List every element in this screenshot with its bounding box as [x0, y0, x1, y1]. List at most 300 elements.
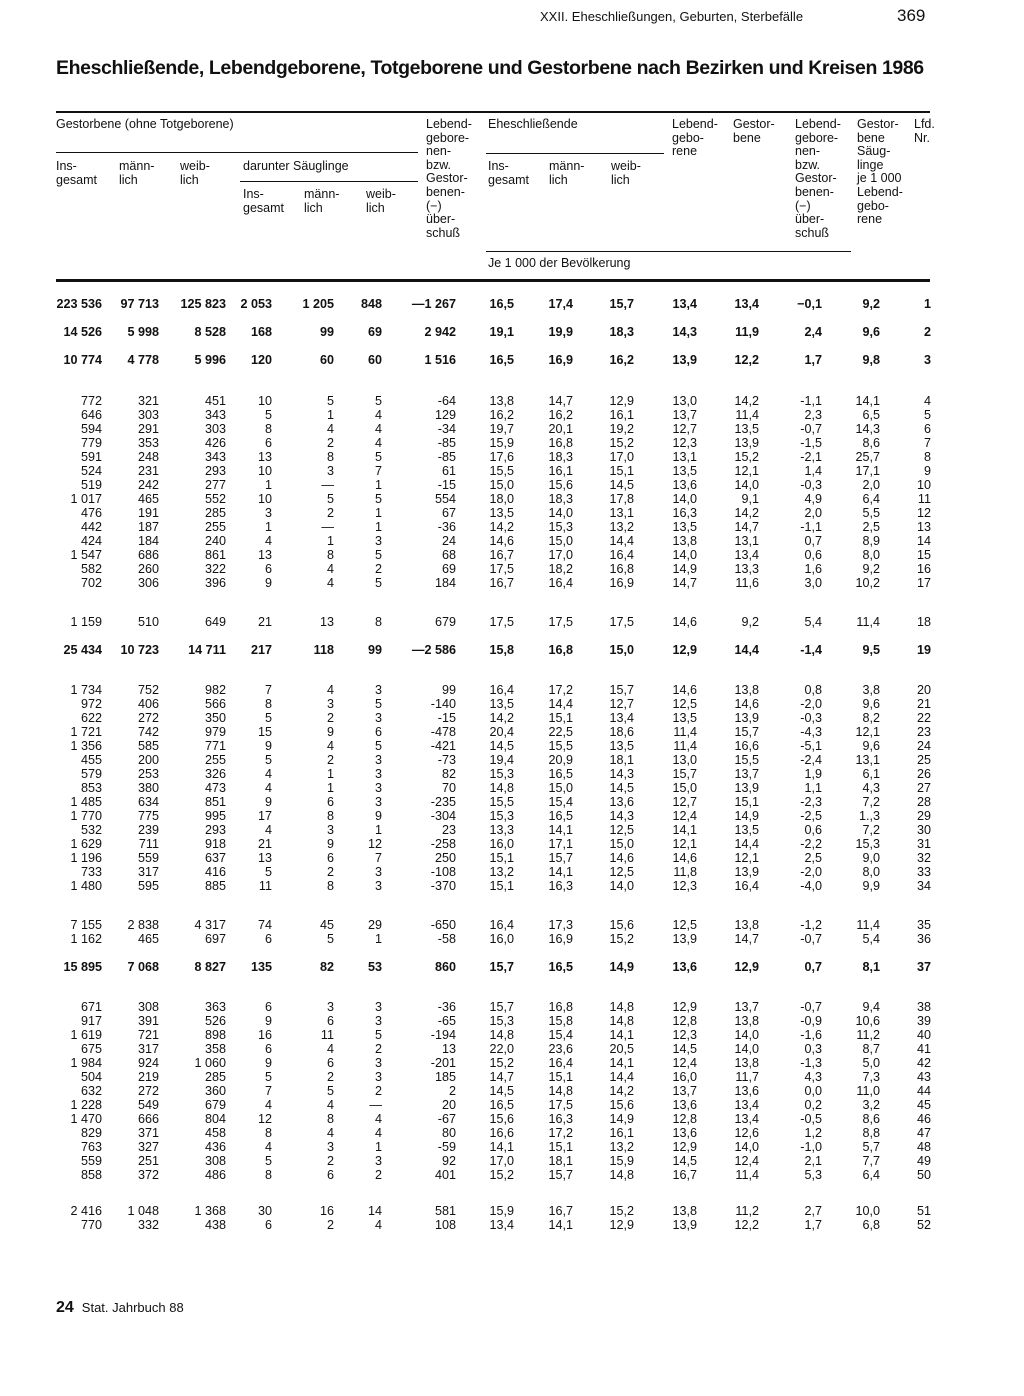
table-cell: 16,8: [609, 562, 634, 576]
row-number: 48: [916, 1140, 931, 1154]
header-gestorbene: Gestorbene (ohne Totgeborene): [56, 117, 234, 131]
table-cell: 15,3: [489, 809, 514, 823]
table-cell: 12,1: [855, 725, 880, 739]
table-cell: 22,5: [548, 725, 573, 739]
table-cell: 0,6: [804, 823, 822, 837]
table-cell: 11,6: [735, 576, 759, 590]
table-cell: -1,0: [800, 1140, 822, 1154]
table-cell: -201: [430, 1056, 456, 1070]
table-cell: 15,1: [734, 795, 759, 809]
table-cell: 15,7: [734, 725, 759, 739]
table-cell: 15,9: [489, 436, 514, 450]
table-cell: -140: [430, 697, 456, 711]
row-number: 37: [916, 960, 931, 974]
table-cell: 14,8: [489, 781, 514, 795]
table-cell: 10,0: [855, 1204, 880, 1218]
row-number: 14: [916, 534, 931, 548]
table-cell: 13,6: [672, 960, 697, 974]
table-cell: 15,7: [609, 297, 634, 311]
table-cell: 19,2: [609, 422, 634, 436]
table-cell: 16,5: [489, 297, 514, 311]
table-cell: 9,9: [862, 879, 880, 893]
table-cell: 7 155: [70, 918, 102, 932]
eheschl-rule: [486, 153, 664, 154]
table-cell: —2 586: [411, 643, 456, 657]
table-cell: 9: [374, 809, 382, 823]
table-cell: 13,7: [672, 408, 697, 422]
header-e-maennlich: männ- lich: [549, 159, 585, 187]
table-cell: 1 368: [194, 1204, 226, 1218]
table-cell: 1 734: [70, 683, 102, 697]
table-cell: 11: [320, 1028, 334, 1042]
table-cell: 13: [257, 851, 272, 865]
header-bottom-rule: [56, 279, 930, 282]
table-cell: 184: [434, 576, 456, 590]
table-cell: -258: [430, 837, 456, 851]
table-cell: 8: [264, 422, 272, 436]
table-cell: 0,6: [804, 548, 822, 562]
table-cell: 16,8: [548, 1000, 573, 1014]
table-cell: 10 723: [120, 643, 159, 657]
table-cell: 4: [374, 1112, 382, 1126]
table-cell: 1,7: [804, 1218, 822, 1232]
table-cell: 372: [137, 1168, 159, 1182]
table-cell: 14,8: [548, 1084, 573, 1098]
table-cell: 1 228: [70, 1098, 102, 1112]
row-number: 23: [916, 725, 931, 739]
table-cell: 82: [441, 767, 456, 781]
table-cell: -370: [430, 879, 456, 893]
table-cell: 8,2: [862, 711, 880, 725]
table-cell: 5: [374, 576, 382, 590]
table-cell: 10,6: [855, 1014, 880, 1028]
table-cell: 13,5: [489, 506, 514, 520]
table-cell: 11,2: [735, 1204, 759, 1218]
table-cell: 14,0: [672, 548, 697, 562]
table-cell: 3,2: [862, 1098, 880, 1112]
table-cell: —: [321, 520, 334, 534]
table-cell: 13,1: [672, 450, 697, 464]
table-cell: 15,3: [855, 837, 880, 851]
table-cell: 363: [204, 1000, 226, 1014]
row-number: 32: [916, 851, 931, 865]
table-cell: 11,2: [856, 1028, 880, 1042]
table-cell: 14,3: [609, 809, 634, 823]
row-number: 2: [923, 325, 931, 339]
table-cell: 17: [257, 809, 272, 823]
table-cell: 5,4: [862, 932, 880, 946]
row-number: 27: [916, 781, 931, 795]
table-cell: 5: [264, 711, 272, 725]
table-cell: 549: [137, 1098, 159, 1112]
table-cell: 13,7: [734, 1000, 759, 1014]
table-cell: 436: [204, 1140, 226, 1154]
table-cell: 53: [367, 960, 382, 974]
table-cell: 99: [367, 643, 382, 657]
table-cell: 14,6: [672, 615, 697, 629]
table-cell: 13,9: [734, 711, 759, 725]
table-cell: 16,4: [734, 879, 759, 893]
table-cell: 982: [204, 683, 226, 697]
table-cell: 17,2: [548, 683, 573, 697]
table-cell: 253: [137, 767, 159, 781]
table-cell: 4: [264, 1140, 272, 1154]
table-cell: 13,5: [672, 711, 697, 725]
table-cell: 250: [434, 851, 456, 865]
table-cell: 69: [441, 562, 456, 576]
table-cell: 21: [257, 615, 272, 629]
table-cell: 14,2: [609, 1084, 634, 1098]
table-cell: 858: [80, 1168, 102, 1182]
table-cell: -2,4: [800, 753, 822, 767]
table-cell: 248: [137, 450, 159, 464]
table-cell: 21: [257, 837, 272, 851]
row-number: 52: [916, 1218, 931, 1232]
table-cell: 1 984: [70, 1056, 102, 1070]
table-cell: 14,5: [489, 1084, 514, 1098]
header-lfd-nr: Lfd. Nr.: [914, 117, 935, 145]
table-cell: 6: [264, 436, 272, 450]
table-cell: 9: [264, 576, 272, 590]
table-cell: 1: [374, 932, 382, 946]
table-cell: 2,1: [804, 1154, 822, 1168]
table-cell: 11,4: [856, 615, 880, 629]
table-cell: 6: [326, 851, 334, 865]
table-cell: 898: [204, 1028, 226, 1042]
table-cell: —1 267: [411, 297, 456, 311]
table-cell: 16: [319, 1204, 334, 1218]
table-cell: 17,0: [609, 450, 634, 464]
table-cell: 15,2: [609, 436, 634, 450]
table-cell: 6,1: [862, 767, 880, 781]
table-cell: 14,7: [734, 932, 759, 946]
table-cell: 1,7: [804, 353, 822, 367]
table-cell: 272: [137, 711, 159, 725]
table-cell: 637: [204, 851, 226, 865]
table-cell: 3: [374, 1154, 382, 1168]
table-cell: 15,7: [548, 851, 573, 865]
table-cell: 3: [326, 464, 334, 478]
table-cell: 579: [80, 767, 102, 781]
running-head: XXII. Eheschließungen, Geburten, Sterbefälle: [540, 9, 804, 24]
row-number: 33: [916, 865, 931, 879]
table-cell: 4,3: [804, 1070, 822, 1084]
row-number: 50: [916, 1168, 931, 1182]
table-cell: 10 774: [63, 353, 102, 367]
table-cell: 29: [367, 918, 382, 932]
table-cell: 5: [264, 1070, 272, 1084]
table-cell: 15,1: [609, 464, 634, 478]
table-cell: 5,7: [862, 1140, 880, 1154]
table-cell: 11,4: [673, 739, 697, 753]
table-cell: 8: [326, 879, 334, 893]
table-cell: 16,7: [489, 576, 514, 590]
header-maennlich: männ- lich: [119, 159, 155, 187]
table-cell: 6: [326, 1014, 334, 1028]
table-cell: 4 317: [194, 918, 226, 932]
table-cell: 829: [80, 1126, 102, 1140]
table-cell: 12,7: [672, 795, 697, 809]
table-cell: 13,4: [489, 1218, 514, 1232]
table-cell: 12,4: [734, 1154, 759, 1168]
table-cell: 223 536: [56, 297, 102, 311]
table-cell: 853: [80, 781, 102, 795]
table-cell: 285: [204, 506, 226, 520]
table-cell: 8,1: [862, 960, 880, 974]
row-number: 43: [916, 1070, 931, 1084]
table-cell: 11,4: [673, 725, 697, 739]
table-cell: 15,4: [548, 1028, 573, 1042]
table-cell: 12,5: [672, 918, 697, 932]
table-cell: 649: [204, 615, 226, 629]
row-number: 24: [916, 739, 931, 753]
table-cell: 581: [434, 1204, 456, 1218]
table-cell: 5: [326, 394, 334, 408]
row-number: 15: [916, 548, 931, 562]
table-cell: 8: [264, 697, 272, 711]
table-cell: 14,1: [548, 1218, 573, 1232]
table-cell: 15,0: [548, 781, 573, 795]
table-cell: 679: [204, 1098, 226, 1112]
table-cell: 3,0: [804, 576, 822, 590]
table-cell: 524: [80, 464, 102, 478]
table-cell: 733: [80, 865, 102, 879]
table-cell: 16,4: [489, 683, 514, 697]
table-cell: 13,4: [734, 548, 759, 562]
table-cell: 61: [441, 464, 456, 478]
row-number: 44: [916, 1084, 931, 1098]
table-cell: 2: [326, 1070, 334, 1084]
table-cell: 16,8: [548, 436, 573, 450]
table-cell: 5 996: [194, 353, 226, 367]
table-cell: 4 778: [127, 353, 159, 367]
table-cell: 217: [250, 643, 272, 657]
table-cell: 1: [264, 520, 272, 534]
row-number: 42: [916, 1056, 931, 1070]
table-cell: 12,9: [672, 1000, 697, 1014]
row-number: 8: [923, 450, 931, 464]
table-cell: 14,7: [672, 576, 697, 590]
table-cell: 1 356: [70, 739, 102, 753]
table-cell: 711: [138, 837, 159, 851]
table-cell: 15,0: [609, 837, 634, 851]
table-cell: 19,4: [489, 753, 514, 767]
table-cell: 240: [204, 534, 226, 548]
table-cell: 12,5: [609, 865, 634, 879]
table-cell: 455: [80, 753, 102, 767]
table-cell: 12,9: [609, 394, 634, 408]
table-cell: 13,1: [855, 753, 880, 767]
table-cell: 15,2: [609, 1204, 634, 1218]
row-number: 39: [916, 1014, 931, 1028]
table-cell: 15,6: [489, 1112, 514, 1126]
table-cell: 306: [137, 576, 159, 590]
table-cell: 16,4: [489, 918, 514, 932]
table-cell: 14,3: [609, 767, 634, 781]
table-cell: -15: [437, 478, 456, 492]
row-number: 38: [916, 1000, 931, 1014]
table-cell: 8 528: [194, 325, 226, 339]
table-cell: 16,9: [548, 353, 573, 367]
table-cell: 6,5: [862, 408, 880, 422]
table-cell: 702: [80, 576, 102, 590]
table-cell: -67: [437, 1112, 456, 1126]
row-number: 41: [916, 1042, 931, 1056]
table-cell: 532: [80, 823, 102, 837]
table-cell: 13,6: [734, 1084, 759, 1098]
table-cell: 15,3: [489, 1014, 514, 1028]
table-cell: 11,7: [735, 1070, 759, 1084]
table-cell: 15,1: [548, 1140, 573, 1154]
table-cell: 9,8: [862, 353, 880, 367]
table-cell: 14,8: [489, 1028, 514, 1042]
row-number: 12: [916, 506, 931, 520]
table-cell: 14,4: [734, 643, 759, 657]
table-cell: 45: [319, 918, 334, 932]
table-cell: 559: [137, 851, 159, 865]
table-cell: 679: [434, 615, 456, 629]
table-cell: 13,0: [672, 394, 697, 408]
table-cell: 13,6: [672, 478, 697, 492]
table-cell: -304: [430, 809, 456, 823]
table-cell: 16,7: [489, 548, 514, 562]
table-cell: 510: [137, 615, 159, 629]
row-number: 1: [923, 297, 931, 311]
table-cell: -34: [437, 422, 456, 436]
table-cell: -1,1: [800, 394, 822, 408]
table-cell: 2 416: [70, 1204, 102, 1218]
table-cell: 675: [80, 1042, 102, 1056]
table-cell: 9,2: [741, 615, 759, 629]
table-cell: 442: [80, 520, 102, 534]
table-cell: 20,1: [548, 422, 573, 436]
table-cell: 12,7: [609, 697, 634, 711]
table-cell: 242: [137, 478, 159, 492]
row-number: 29: [916, 809, 931, 823]
table-cell: 4: [326, 562, 334, 576]
row-number: 13: [916, 520, 931, 534]
table-cell: 14,2: [489, 520, 514, 534]
table-cell: 8: [264, 1126, 272, 1140]
table-cell: 15,5: [489, 464, 514, 478]
table-cell: 6,8: [862, 1218, 880, 1232]
table-cell: 1 629: [70, 837, 102, 851]
table-cell: 200: [137, 753, 159, 767]
table-cell: 2: [374, 1168, 382, 1182]
table-cell: 14,6: [609, 851, 634, 865]
header-gestorbene-saeuglinge-rate: Gestor- bene Säug- linge je 1 000 Lebend- gebo- rene: [857, 117, 903, 227]
table-cell: 1 162: [70, 932, 102, 946]
table-cell: 17,5: [489, 615, 514, 629]
table-cell: -64: [437, 394, 456, 408]
table-cell: 2 942: [424, 325, 456, 339]
table-cell: 486: [204, 1168, 226, 1182]
table-cell: 0,0: [804, 1084, 822, 1098]
table-cell: -15: [437, 711, 456, 725]
table-cell: 17,1: [548, 837, 573, 851]
table-cell: 22,0: [489, 1042, 514, 1056]
table-cell: 14,6: [672, 683, 697, 697]
table-cell: 0,3: [804, 1042, 822, 1056]
table-cell: 11,4: [735, 408, 759, 422]
table-cell: 13,9: [672, 1218, 697, 1232]
table-cell: 4: [264, 1098, 272, 1112]
table-cell: 8,7: [862, 1042, 880, 1056]
table-cell: 13,3: [734, 562, 759, 576]
table-cell: 14,1: [855, 394, 880, 408]
table-cell: -0,7: [800, 1000, 822, 1014]
table-cell: 4: [374, 422, 382, 436]
table-cell: 3: [326, 823, 334, 837]
table-cell: 1: [374, 506, 382, 520]
table-cell: 5,4: [804, 615, 822, 629]
table-cell: 12,7: [672, 422, 697, 436]
table-cell: 4: [264, 767, 272, 781]
table-cell: -421: [430, 739, 456, 753]
table-cell: 16,3: [548, 1112, 573, 1126]
row-number: 46: [916, 1112, 931, 1126]
header-e-weiblich: weib- lich: [611, 159, 641, 187]
table-cell: 17,4: [548, 297, 573, 311]
table-cell: -2,0: [800, 697, 822, 711]
table-cell: -2,0: [800, 865, 822, 879]
table-cell: 3: [326, 1140, 334, 1154]
table-cell: 1: [326, 781, 334, 795]
table-cell: 7: [374, 851, 382, 865]
table-cell: 2 053: [240, 297, 272, 311]
table-cell: 12,9: [672, 1140, 697, 1154]
header-je-1000: Je 1 000 der Bevölkerung: [488, 256, 631, 270]
table-cell: 0,8: [804, 683, 822, 697]
table-cell: 68: [441, 548, 456, 562]
table-cell: 277: [204, 478, 226, 492]
table-cell: 19,9: [548, 325, 573, 339]
table-cell: 12,3: [672, 1028, 697, 1042]
table-cell: 14,8: [609, 1168, 634, 1182]
table-cell: 18,0: [489, 492, 514, 506]
table-cell: 1 480: [70, 879, 102, 893]
table-cell: 2: [326, 1218, 334, 1232]
table-cell: 293: [204, 464, 226, 478]
table-cell: 16,5: [548, 767, 573, 781]
table-cell: 5,0: [862, 1056, 880, 1070]
table-cell: 17,3: [548, 918, 573, 932]
table-cell: 4: [264, 823, 272, 837]
table-cell: -0,9: [800, 1014, 822, 1028]
table-cell: 255: [204, 520, 226, 534]
table-cell: 13: [319, 615, 334, 629]
table-cell: 5: [326, 492, 334, 506]
table-cell: 396: [204, 576, 226, 590]
table-cell: 15,2: [489, 1056, 514, 1070]
row-number: 20: [916, 683, 931, 697]
table-cell: 185: [434, 1070, 456, 1084]
table-cell: 10,2: [855, 576, 880, 590]
table-cell: 15,2: [489, 1168, 514, 1182]
table-cell: 15,4: [548, 795, 573, 809]
table-cell: 16,0: [672, 1070, 697, 1084]
table-cell: 13: [257, 450, 272, 464]
table-cell: 14,0: [734, 1140, 759, 1154]
table-cell: 14,1: [489, 1140, 514, 1154]
table-cell: 14,1: [609, 1028, 634, 1042]
table-cell: 129: [434, 408, 456, 422]
table-cell: 8,0: [862, 548, 880, 562]
saeuglinge-rule: [240, 181, 418, 182]
table-cell: 14,4: [609, 1070, 634, 1084]
table-cell: 848: [360, 297, 382, 311]
table-cell: 16,2: [548, 408, 573, 422]
